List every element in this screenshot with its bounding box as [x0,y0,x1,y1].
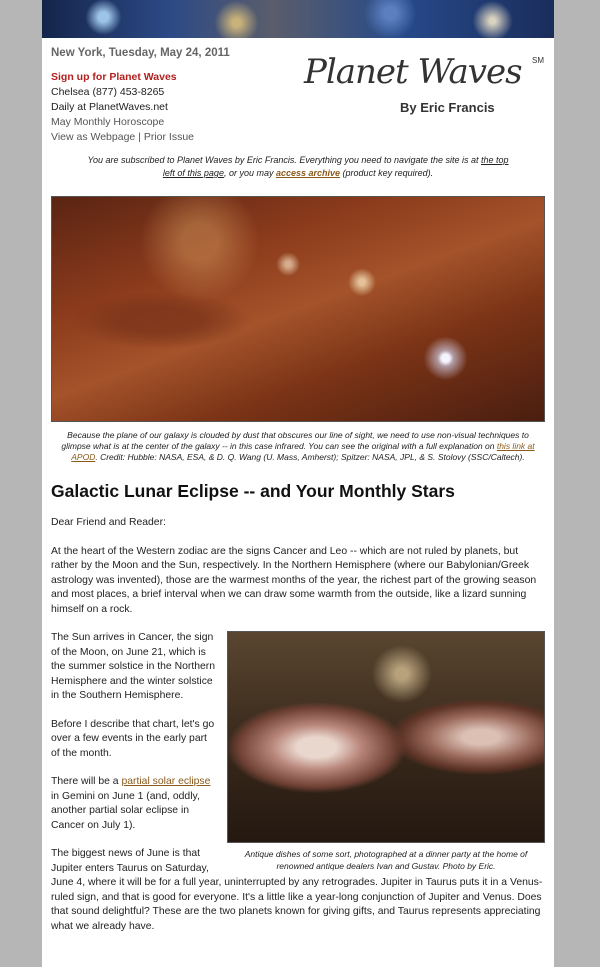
paragraph-4-text-2: in Gemini on June 1 (and, oddly, another partial solar eclipse in Cancer on July 1). [51,790,200,831]
signup-link[interactable]: Sign up for Planet Waves [51,71,177,83]
header-links [51,70,194,145]
dishes-caption: Antique dishes of some sort, photographed at a dinner party at the home of renowned antique dealers Ivan and Gustav. Photo by Eric. [244,849,528,871]
dishes-figure [227,631,545,872]
apod-link[interactable]: this link at APOD [71,441,535,462]
access-archive-link[interactable]: access archive [275,168,341,178]
notice-text-3: (product key required). [340,168,434,178]
article-body [51,516,545,934]
phone-text: Chelsea (877) 453-8265 [51,86,165,98]
notice-text-2: , or you may [223,168,276,178]
dateline: New York, Tuesday, May 24, 2011 [51,47,230,59]
paragraph-4-text-1: There will be a [51,776,122,787]
top-left-link[interactable]: the top left of this page [162,155,509,178]
paragraph-3: Before I describe that chart, let's go over a few events in the early part of the month. [51,718,215,759]
partial-solar-eclipse-link[interactable]: partial solar eclipse [121,776,211,787]
notice-text-1: You are subscribed to Planet Waves by Eric Francis. Everything you need to navigate the site is at [87,155,481,165]
subscription-notice [82,154,514,180]
prior-issue-link[interactable]: Prior Issue [143,131,195,143]
article-title: Galactic Lunar Eclipse -- and Your Monthly Stars [51,481,455,501]
galaxy-center-image [51,196,545,422]
antique-dishes-photo [227,631,545,843]
article-float-section [51,631,545,934]
monthly-horoscope-link[interactable]: May Monthly Horoscope [51,116,165,128]
greeting: Dear Friend and Reader: [51,517,166,528]
paragraph-1: At the heart of the Western zodiac are the signs Cancer and Leo -- which are not ruled by planets, but rather by the Moon and the Sun, respectively. In the Northern Hemisphere (where our Babylonian/Greek astrology was invented), those are the warmest months of the year, the richest part of the growing season and most places, a brief interval when we can draw some warmth from the outside, like a lizard sunning himself on a rock. [51,545,537,615]
paragraph-2: The Sun arrives in Cancer, the sign of the Moon, on June 21, which is the summer solstice in the Northern Hemisphere and the winter solstice in the Southern Hemisphere. [51,632,216,701]
planet-waves-logo[interactable] [304,52,544,122]
daily-prefix: Daily at [51,101,89,113]
daily-site-link[interactable]: PlanetWaves.net [88,101,168,113]
view-webpage-link[interactable]: View as Webpage [51,131,136,143]
header [42,38,554,146]
paragraph-5: The biggest news of June is that Jupiter enters Taurus on Saturday, June 4, where it will be for a full year, uninterrupted by any retrogrades. Jupiter in Taurus puts it in a Venus-ruled sign, and that is good for everyone. It's a little like a year-long conjunction of Jupiter and Venus. Does that sound delightful? These are the two planets known for giving gifts, and Taurus represents appreciating what we already have. [51,848,543,932]
galaxy-caption-text-2: . Credit: Hubble: NASA, ESA, & D. Q. Wang (U. Mass, Amherst); Spitzer: NASA, JPL, & S. Stolovy (SSC/Caltech). [95,452,525,462]
newsletter-page [42,0,554,967]
link-separator: | [135,131,144,143]
daily-line [51,100,194,115]
banner-image [42,0,554,38]
logo-byline: By Eric Francis [400,100,495,115]
logo-wordmark: Planet Waves [304,52,522,92]
galaxy-caption [52,430,544,463]
logo-service-mark: SM [532,56,544,65]
galaxy-caption-text-1: Because the plane of our galaxy is clouded by dust that obscures our line of sight, we need to use non-visual techniques to glimpse what is at the center of the galaxy -- in this case infrared. You can see the original with a full explanation on [61,430,529,451]
